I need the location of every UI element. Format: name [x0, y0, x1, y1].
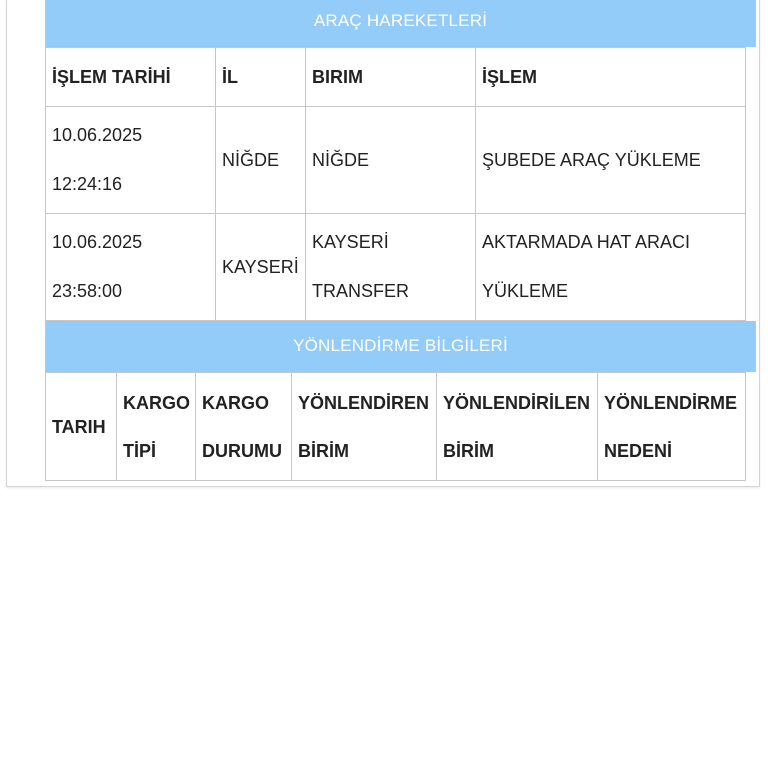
cell-province: KAYSERİ	[216, 214, 306, 321]
cell-operation-line2: YÜKLEME	[482, 281, 569, 301]
header-line: BİRİM	[443, 440, 494, 461]
routing-info-table	[45, 372, 746, 481]
header-line: YÖNLENDİRME	[604, 392, 738, 413]
cell-unit-line1: KAYSERİ	[312, 232, 389, 252]
cell-unit	[306, 214, 476, 321]
header-line: TARIH	[52, 416, 106, 437]
header-cargo-status	[196, 373, 292, 481]
header-line: YÖNLENDİREN	[298, 392, 430, 413]
cell-unit-line2: TRANSFER	[312, 281, 410, 301]
cell-time: 23:58:00	[52, 281, 123, 301]
table-header-row	[46, 373, 746, 481]
cell-datetime	[46, 107, 216, 214]
cell-time: 12:24:16	[52, 174, 123, 194]
header-routing-reason	[598, 373, 746, 481]
header-province: İL	[216, 48, 306, 107]
table-row	[46, 107, 746, 214]
vehicle-movements-title: ARAÇ HAREKETLERİ	[45, 0, 756, 47]
header-line: BİRİM	[298, 440, 349, 461]
cell-unit: NİĞDE	[306, 107, 476, 214]
header-cargo-type	[117, 373, 196, 481]
table-header-row	[46, 48, 746, 107]
shipment-details-card	[6, 0, 760, 487]
header-line: TİPİ	[123, 440, 157, 461]
cell-date: 10.06.2025	[52, 232, 143, 252]
header-line: NEDENİ	[604, 440, 673, 461]
cell-operation	[476, 214, 746, 321]
header-operation: İŞLEM	[476, 48, 746, 107]
header-unit: BIRIM	[306, 48, 476, 107]
cell-province: NİĞDE	[216, 107, 306, 214]
header-routed-unit	[437, 373, 598, 481]
cell-date: 10.06.2025	[52, 125, 143, 145]
header-process-date: İŞLEM TARİHİ	[46, 48, 216, 107]
header-routing-unit	[292, 373, 437, 481]
cell-operation: ŞUBEDE ARAÇ YÜKLEME	[476, 107, 746, 214]
routing-info-title: YÖNLENDİRME BİLGİLERİ	[45, 321, 756, 372]
cell-datetime	[46, 214, 216, 321]
vehicle-movements-table	[45, 47, 746, 321]
header-line: KARGO	[123, 392, 190, 413]
header-date	[46, 373, 117, 481]
table-row	[46, 214, 746, 321]
cell-operation-line1: AKTARMADA HAT ARACI	[482, 232, 691, 252]
header-line: DURUMU	[202, 440, 282, 461]
tables-container	[45, 0, 751, 481]
header-line: KARGO	[202, 392, 269, 413]
header-line: YÖNLENDİRİLEN	[443, 392, 591, 413]
